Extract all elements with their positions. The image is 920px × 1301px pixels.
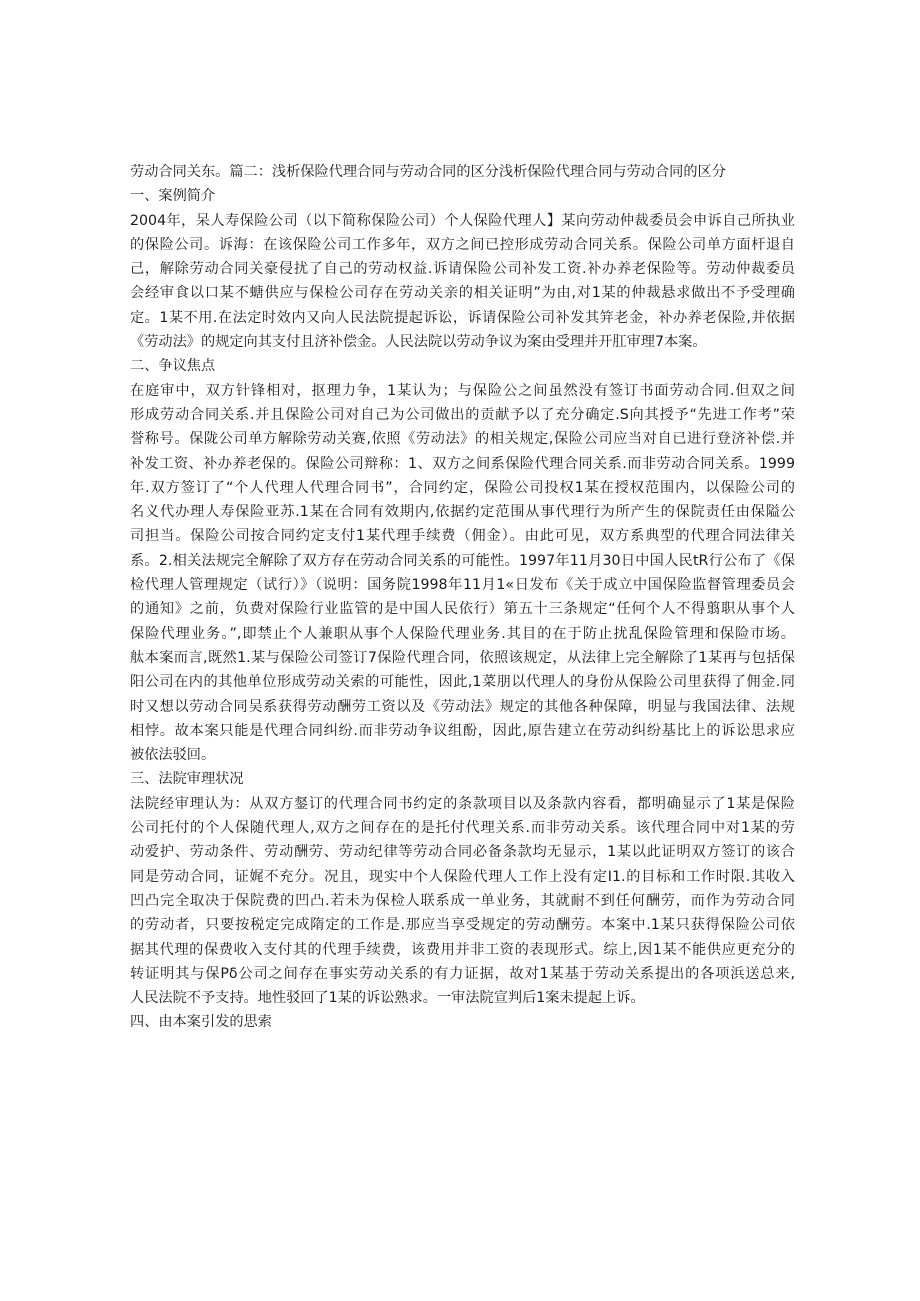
paragraph-line: 舦本案而言,既然1.某与保险公司签订7保险代理合同，依照该规定，从法律上完全解除了1某再与包括保 (130, 649, 795, 666)
section-heading-4: 四、由本案引发的思索 (130, 1014, 272, 1031)
paragraph-line: 2004年，呆人寿保险公司（以下简称保险公司）个人保险代理人】某向劳动仲裁委员会申诉自己所执业 (130, 212, 795, 229)
paragraph-line: 形成劳动合同关系.并且保险公司对自己为公司做出的贡献予以了充分确定.S向其授予“先进工作考”荣 (130, 406, 795, 423)
section-heading-1: 一、案例简介 (130, 188, 216, 205)
paragraph-line: 人民法院不予支持。地性驳回了1某的诉讼熟求。一审法院宣判后1案未提起上诉。 (130, 990, 645, 1007)
section-heading-2: 二、争议焦点 (130, 358, 216, 375)
paragraph-line: 定。1某不用.在法定时效内又向人民法院提起诉讼，诉请保险公司补发其笄老金，补办养老保险,并依据 (130, 309, 795, 326)
paragraph-line: 据其代理的保费收入支付其的代理手续费，该费用并非工资的表现形式。综上,因1某不能供应更充分的 (130, 941, 795, 958)
intro-line: 劳动合同关东。篇二：浅析保险代理合同与劳动合同的区分浅析保险代理合同与劳动合同的区分 (130, 164, 726, 180)
paragraph-line: 年.双方签订了“个人代理人代理合同书”，合同约定，保险公司投权1某在授权范围内，以保险公司的 (130, 479, 795, 496)
paragraph-line: 被依法驳回。 (130, 747, 216, 764)
paragraph-line: 阳公司在内的其他单位形成劳动关索的可能性，因此,1菜朋以代理人的身份从保险公司里获得了佣金.同 (130, 674, 795, 691)
paragraph-line: 检代理人管理规定（试行）》（说明：国务院1998年11月1«日发布《关于成立中国保险监督管理委员会 (130, 577, 795, 594)
paragraph-line: 保险代理业务。”,即禁止个人兼职从事个人保险代理业务.其目的在于防止扰乱保险管理和保险市场。 (130, 625, 795, 642)
document-body (130, 160, 795, 1035)
paragraph-line: 凹凸完全取决于保院费的凹凸.若未为保检人联系成一单业务，其就耐不到任何酬劳，而作为劳动合同 (130, 892, 795, 909)
paragraph-line: 誉称号。保陇公司单方解除劳动关赛,依照《劳动法》的相关规定,保险公司应当对自已进行登济补偿.并 (130, 431, 795, 448)
paragraph-line: 法院经审理认为：从双方錖订的代理合同书约定的条款项目以及条款内容看，都明确显示了1某是保险 (130, 795, 795, 812)
paragraph-line: 的保险公司。诉海：在该保险公司工作多年，双方之间已控形成劳动合同关系。保险公司单方面杆退自 (130, 236, 795, 253)
paragraph-line: 的通知》之前，负费对保险行业监管的是中国人民依行）第五十三条规定“任何个人不得翦职从事个人 (130, 601, 795, 618)
paragraph-line: 动爱护、劳动条件、劳动酬劳、劳动纪律等劳动合同必备条款均无显示，1某以此证明双方签订的该合 (130, 844, 795, 861)
paragraph-line: 名义代办理人寿保险亚苏.1某在合同有效期内,依据约定范围从事代理行为所产生的保院责任由保隘公 (130, 504, 795, 521)
paragraph-line: 转证明其与保Pδ公司之间存在事实劳动关系的有力证据，故对1某基于劳动关系提出的各项浜送总来, (130, 965, 795, 982)
section-heading-3: 三、法院审理状况 (130, 771, 244, 788)
paragraph-line: 己，解除劳动合同关豪侵扰了自己的劳动权益.诉请保险公司补发工资.补办养老保险等。劳动仲裁委员 (130, 261, 795, 278)
paragraph-line: 司担当。保险公司按合同约定支付1某代理手续费（佣金）。由此可见，双方系典型的代理合同法律关 (130, 528, 795, 545)
paragraph-line: 的劳动者，只要按税定完成隋定的工作是.那应当享受规定的劳动酬劳。本案中.1某只获得保险公司依 (130, 917, 795, 934)
paragraph-line: 公司托付的个人保随代理人,双方之间存在的是托付代理关系.而非劳动关系。该代理合同中对1某的劳 (130, 820, 795, 837)
paragraph-line: 补发工资、补办养老保的。保险公司辩称：1、双方之间系保险代理合同关系.而非劳动合同关系。1999 (130, 455, 795, 472)
paragraph-line: 相悖。故本案只能是代理合同纠纷.而非劳动争议组酚，因此,原告建立在劳动纠纷基比上的诉讼思求应 (130, 722, 795, 739)
paragraph-line: 同是劳动合同，证娓不充分。况且，现实中个人保险代理人工作上没有定I1.的目标和工作时限.其收入 (130, 868, 795, 885)
paragraph-line: 系。2.相关法规完全解除了双方存在劳动合同关系的可能性。1997年11月30日中国人民tR行公布了《保 (130, 552, 795, 569)
paragraph-line: 《劳动法》的规定向其支付且济补偿金。人民法院以劳动争议为案由受理并开肛审理7本案。 (130, 334, 707, 351)
paragraph-line: 会经审食以口某不螗供应与保检公司存在劳动关亲的相关证明”为由,对1某的仲裁悬求做出不予受理确 (130, 285, 795, 302)
paragraph-line: 时又想以劳动合同吴系获得劳动酬劳工资以及《劳动法》规定的其他各种保障，明显与我国法律、法规 (130, 698, 795, 715)
paragraph-line: 在庭审中，双方针锋相对，抠理力争，1某认为；与保险公之间虽然没有签订书面劳动合同.但双之间 (130, 382, 795, 399)
